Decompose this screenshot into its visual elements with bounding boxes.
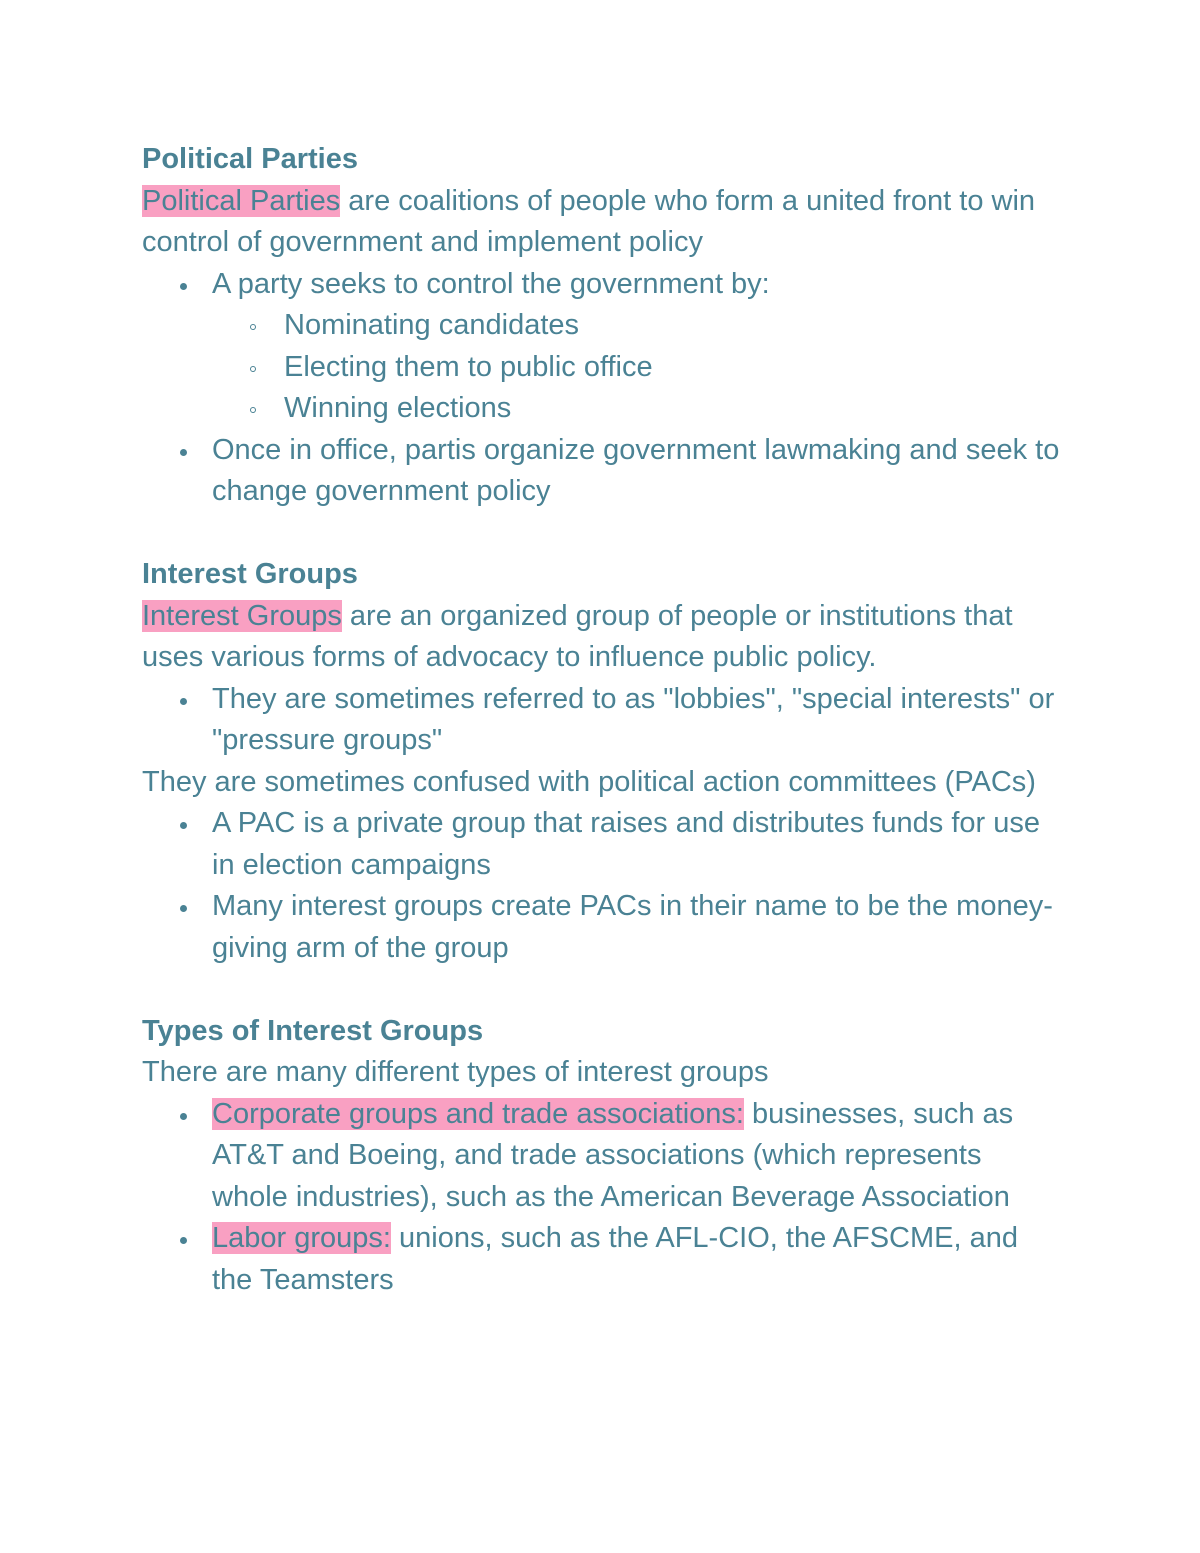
definition-text: are an organized group of people or institutions that uses various forms of advocacy to influence public policy. <box>142 599 1013 673</box>
list-item <box>212 679 1062 762</box>
definition-text: are coalitions of people who form a united front to win control of government and implement policy <box>142 184 1036 258</box>
bullet-dot-icon <box>180 449 187 456</box>
bullet-dot-icon <box>180 1113 187 1120</box>
section-heading-interest-groups: Interest Groups <box>142 558 358 590</box>
sub-list-item <box>284 305 1062 347</box>
list-item <box>212 264 1062 430</box>
bullet-dot-icon <box>180 283 187 290</box>
bullet-circle-icon <box>250 407 256 413</box>
bullet-list <box>142 264 1062 513</box>
highlighted-term: Interest Groups <box>142 599 342 632</box>
list-item <box>212 1218 1062 1301</box>
section-heading-types-of-interest-groups: Types of Interest Groups <box>142 1014 484 1047</box>
list-item <box>212 803 1062 886</box>
definition-interest-groups <box>142 596 1062 679</box>
list-item <box>212 430 1062 513</box>
list-item-text: businesses, such as AT&T and Boeing, and trade associations (which represents whole industries), such as the American Beverage Association <box>212 1097 1014 1213</box>
list-item-text: Once in office, partis organize government lawmaking and seek to change government policy <box>212 433 1060 507</box>
bullet-list <box>142 679 1062 762</box>
sub-bullet-list <box>212 305 1062 430</box>
highlighted-term: Corporate groups and trade associations: <box>212 1097 744 1130</box>
highlighted-term: Labor groups: <box>212 1222 391 1254</box>
bullet-dot-icon <box>180 698 187 705</box>
highlighted-term: Political Parties <box>142 184 341 217</box>
bullet-dot-icon <box>180 905 187 912</box>
list-item-text: They are sometimes referred to as "lobbies", "special interests" or "pressure groups" <box>212 682 1055 756</box>
list-item <box>212 1094 1062 1219</box>
list-item-text: A PAC is a private group that raises and distributes funds for use in election campaigns <box>212 807 1041 881</box>
list-item-text: Many interest groups create PACs in their name to be the money-giving arm of the group <box>212 890 1053 964</box>
blank-line <box>142 513 1062 555</box>
sub-list-item-text: Winning elections <box>284 392 512 424</box>
document-page <box>142 139 1062 1301</box>
bullet-dot-icon <box>180 822 187 829</box>
bullet-list <box>142 803 1062 969</box>
bullet-circle-icon <box>250 324 256 330</box>
sub-list-item <box>284 347 1062 389</box>
list-item-text: unions, such as the AFL-CIO, the AFSCME, and the Teamsters <box>212 1222 1018 1296</box>
sub-list-item-text: Nominating candidates <box>284 309 580 341</box>
paragraph-types-intro: There are many different types of interest groups <box>142 1056 769 1088</box>
list-item-text: A party seeks to control the government by: <box>212 267 770 300</box>
bullet-circle-icon <box>250 366 256 372</box>
paragraph-pacs: They are sometimes confused with political action committees (PACs) <box>142 765 1036 798</box>
section-heading-political-parties: Political Parties <box>142 143 358 175</box>
blank-line <box>142 969 1062 1011</box>
list-item <box>212 886 1062 969</box>
sub-list-item <box>284 388 1062 430</box>
sub-list-item-text: Electing them to public office <box>284 350 653 383</box>
bullet-list <box>142 1094 1062 1302</box>
bullet-dot-icon <box>180 1237 187 1244</box>
definition-political-parties <box>142 181 1062 264</box>
